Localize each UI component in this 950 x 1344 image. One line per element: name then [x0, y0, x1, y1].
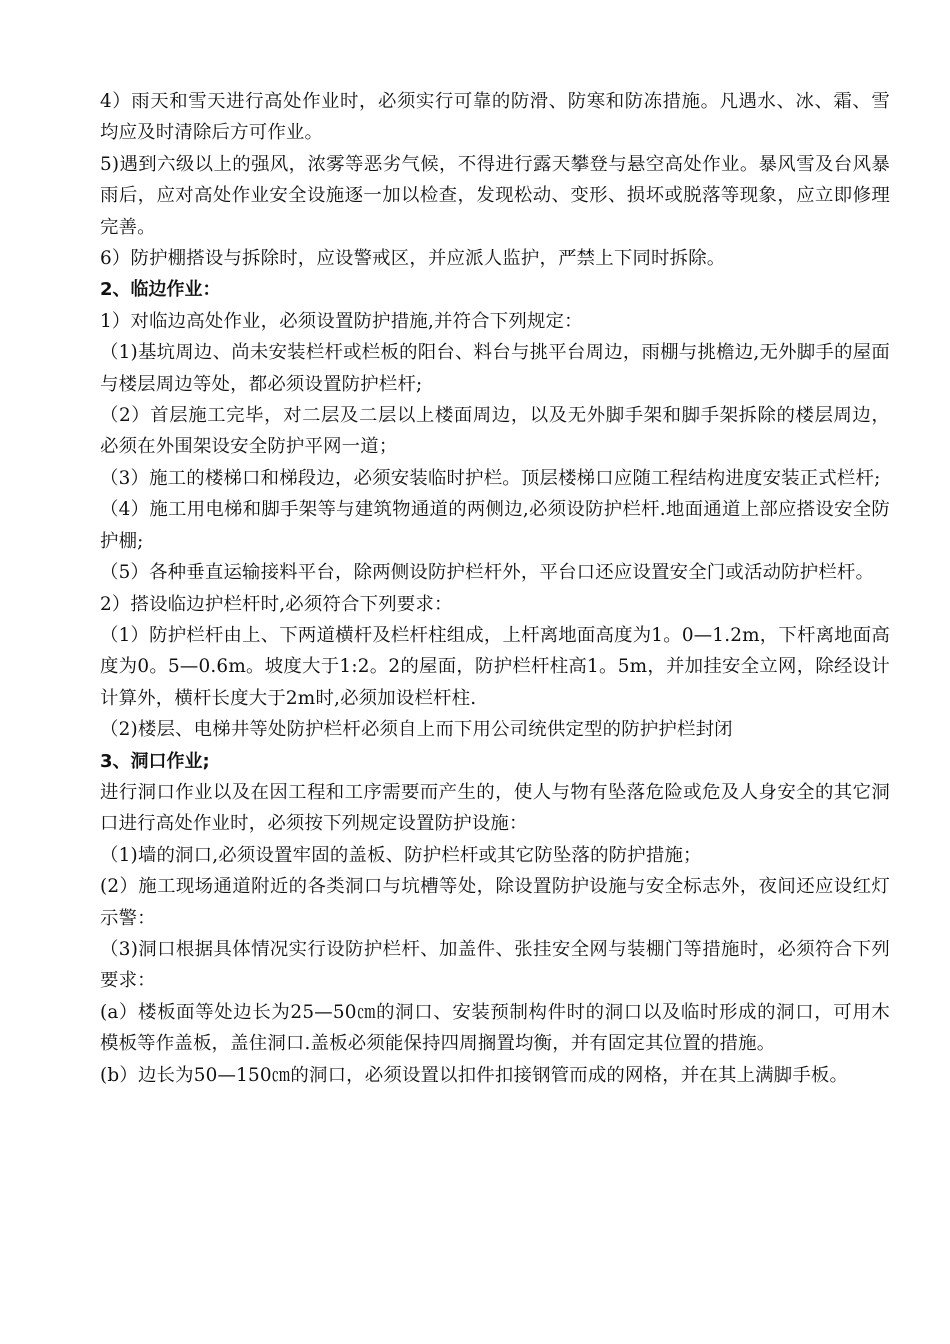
document-page [100, 86, 890, 1091]
paragraph-edge-item-1: （1)基坑周边、尚未安装栏杆或栏板的阳台、料台与挑平台周边，雨棚与挑檐边,无外脚手的屋面与楼层周边等处，都必须设置防护栏杆; [100, 342, 890, 395]
paragraph-protective-shed: 6）防护棚搭设与拆除时，应设警戒区，并应派人监护，严禁上下同时拆除。 [100, 248, 726, 270]
paragraph-rain-snow: 4）雨天和雪天进行高处作业时，必须实行可靠的防滑、防寒和防冻措施。凡遇水、冰、霜、雪均应及时清除后方可作业。 [100, 91, 890, 144]
paragraph-railing-item-2: （2)楼层、电梯井等处防护栏杆必须自上而下用公司统供定型的防护护栏封闭 [100, 719, 733, 741]
paragraph-edge-item-3: （3）施工的楼梯口和梯段边，必须安装临时护栏。顶层楼梯口应随工程结构进度安装正式栏杆; [100, 467, 881, 489]
paragraph-opening-item-3: （3)洞口根据具体情况实行设防护栏杆、加盖件、张挂安全网与装棚门等措施时，必须符合下列要求： [100, 938, 890, 992]
paragraph-edge-rule-1: 1）对临边高处作业，必须设置防护措施,并符合下列规定： [100, 310, 583, 332]
paragraph-opening-intro: 进行洞口作业以及在因工程和工序需要而产生的，使人与物有坠落危险或危及人身安全的其它洞口进行高处作业时，必须按下列规定设置防护设施： [100, 781, 890, 835]
paragraph-edge-item-4: （4）施工用电梯和脚手架等与建筑物通道的两侧边,必须设防护栏杆.地面通道上部应搭设安全防护棚; [100, 499, 890, 552]
section-heading-edge-work: 2、临边作业： [100, 279, 221, 301]
paragraph-strong-wind: 5)遇到六级以上的强风，浓雾等恶劣气候，不得进行露天攀登与悬空高处作业。暴风雪及台风暴雨后，应对高处作业安全设施逐一加以检查，发现松动、变形、损坏或脱落等现象，应立即修理完善。 [100, 153, 890, 238]
paragraph-edge-item-2: （2）首层施工完毕，对二层及二层以上楼面周边，以及无外脚手架和脚手架拆除的楼层周边，必须在外围架设安全防护平网一道； [100, 405, 890, 458]
paragraph-opening-sub-a: (a）楼板面等处边长为25—50㎝的洞口、安装预制构件时的洞口以及临时形成的洞口，可用木模板等作盖板，盖住洞口.盖板必须能保持四周搁置均衡，并有固定其位置的措施。 [100, 1001, 890, 1055]
paragraph-opening-item-2: (2）施工现场通道附近的各类洞口与坑槽等处，除设置防护设施与安全标志外，夜间还应设红灯示警： [100, 876, 890, 929]
paragraph-opening-item-1: （1)墙的洞口,必须设置牢固的盖板、防护栏杆或其它防坠落的防护措施； [100, 844, 702, 866]
section-heading-opening-work: 3、洞口作业; [100, 750, 210, 772]
paragraph-edge-rule-2: 2）搭设临边护栏杆时,必须符合下列要求： [100, 593, 453, 615]
paragraph-opening-sub-b: (b）边长为50—150㎝的洞口，必须设置以扣件扣接钢管而成的网格，并在其上满脚手板。 [100, 1064, 849, 1086]
paragraph-edge-item-5: （5）各种垂直运输接料平台，除两侧设防护栏杆外，平台口还应设置安全门或活动防护栏杆。 [100, 562, 875, 584]
paragraph-railing-item-1: （1）防护栏杆由上、下两道横杆及栏杆柱组成，上杆离地面高度为1。0—1.2m，下杆离地面高度为0。5—0.6m。坡度大于1:2。2的屋面，防护栏杆柱高1。5m，并加挂安全立网，除经设计计算外，横杆长度大于2m时,必须加设栏杆柱. [100, 624, 890, 709]
